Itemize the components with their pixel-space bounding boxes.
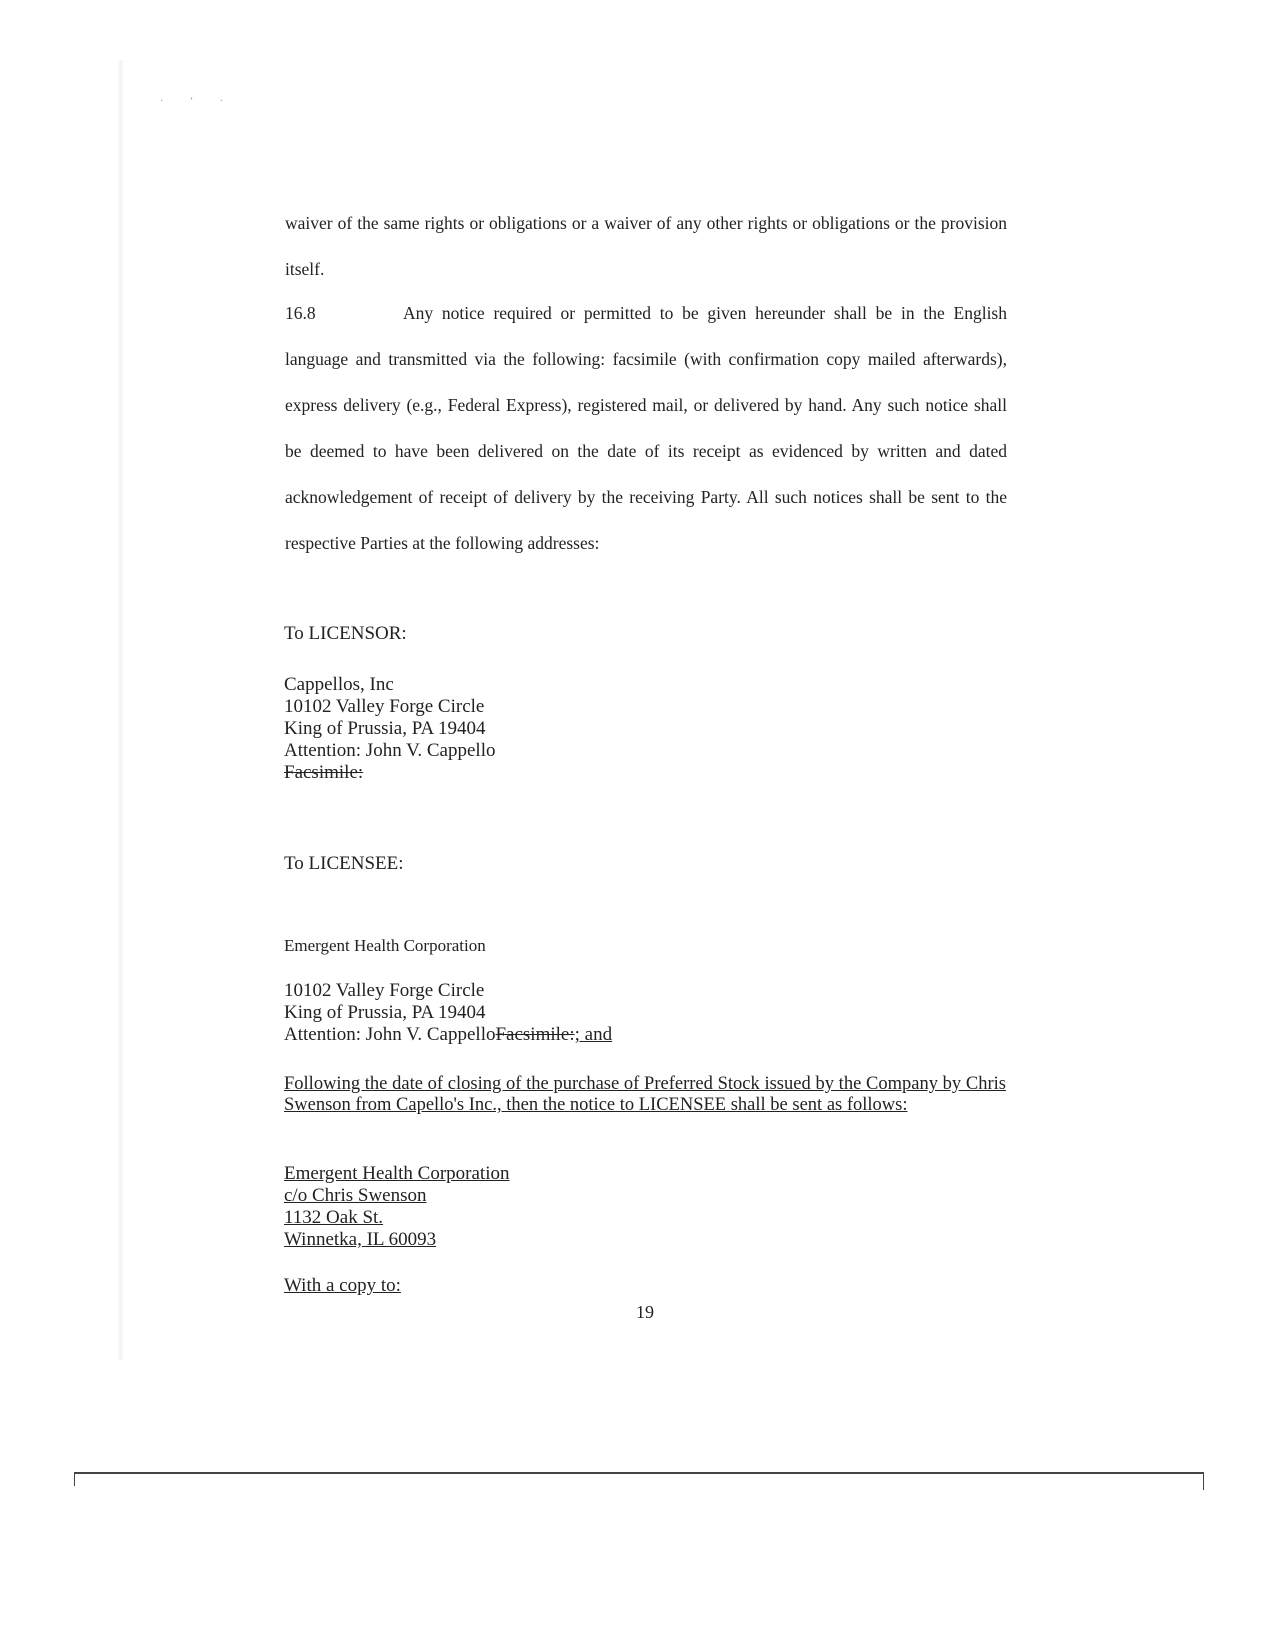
licensee-address xyxy=(284,980,612,1046)
scan-shadow xyxy=(118,60,124,1360)
section-number: 16.8 xyxy=(285,303,316,323)
licensee-attention-line xyxy=(284,1024,612,1046)
scan-frame-tick-left xyxy=(74,1472,75,1486)
new-licensee-care-of: c/o Chris Swenson xyxy=(284,1185,427,1206)
scan-specks: · ‘ · xyxy=(160,96,235,107)
new-licensee-name: Emergent Health Corporation xyxy=(284,1163,510,1184)
licensee-street: 10102 Valley Forge Circle xyxy=(284,980,485,1001)
licensee-name: Emergent Health Corporation xyxy=(284,936,486,955)
new-licensee-city: Winnetka, IL 60093 xyxy=(284,1229,437,1250)
licensee-heading xyxy=(284,853,404,875)
licensee-attention: Attention: John V. Cappello xyxy=(284,1024,496,1045)
section-text: Any notice required or permitted to be given hereunder shall be in the English language and transmitted via the following: facsimile (with confirmation copy mailed afterwards), express delivery (e.g., Federal Express), registered mail, or delivered by hand. Any such notice shall be deemed to have been delivered on the date of its receipt as evidenced by written and dated acknowledgement of receipt of delivery by the receiving Party. All such notices shall be sent to the respective Parties at the following addresses: xyxy=(285,303,1007,553)
licensor-city: King of Prussia, PA 19404 xyxy=(284,718,486,739)
licensee-name-block xyxy=(284,935,486,957)
licensor-address xyxy=(284,674,495,784)
new-licensee-street: 1132 Oak St. xyxy=(284,1207,384,1228)
page-number: 19 xyxy=(636,1302,654,1322)
copy-to-text: With a copy to: xyxy=(284,1275,401,1296)
licensee-facsimile-struck: Facsimile: xyxy=(495,1024,575,1045)
section-16-8 xyxy=(285,290,1007,566)
licensee-city: King of Prussia, PA 19404 xyxy=(284,1002,486,1023)
copy-to-block xyxy=(284,1275,401,1297)
licensee-inserted-and: ; and xyxy=(574,1024,613,1045)
licensor-street: 10102 Valley Forge Circle xyxy=(284,696,485,717)
continued-paragraph-text: waiver of the same rights or obligations or a waiver of any other rights or obligations or the provision itself. xyxy=(285,213,1007,279)
licensee-heading-text: To LICENSEE: xyxy=(284,853,404,874)
scan-frame-tick-right xyxy=(1203,1472,1204,1490)
licensor-heading xyxy=(284,623,407,645)
licensor-attention: Attention: John V. Cappello xyxy=(284,740,496,761)
licensor-facsimile-struck: Facsimile: xyxy=(284,762,364,783)
following-closing-paragraph xyxy=(284,1074,1006,1116)
licensor-heading-text: To LICENSOR: xyxy=(284,623,407,644)
following-closing-text: Following the date of closing of the purchase of Preferred Stock issued by the Company by Chris Swenson from Capello's Inc., then the notice to LICENSEE shall be sent as follows: xyxy=(284,1074,1006,1115)
new-licensee-address xyxy=(284,1163,509,1251)
licensor-name: Cappellos, Inc xyxy=(284,674,394,695)
continued-paragraph xyxy=(285,200,1007,292)
scan-frame-line xyxy=(74,1472,1204,1474)
